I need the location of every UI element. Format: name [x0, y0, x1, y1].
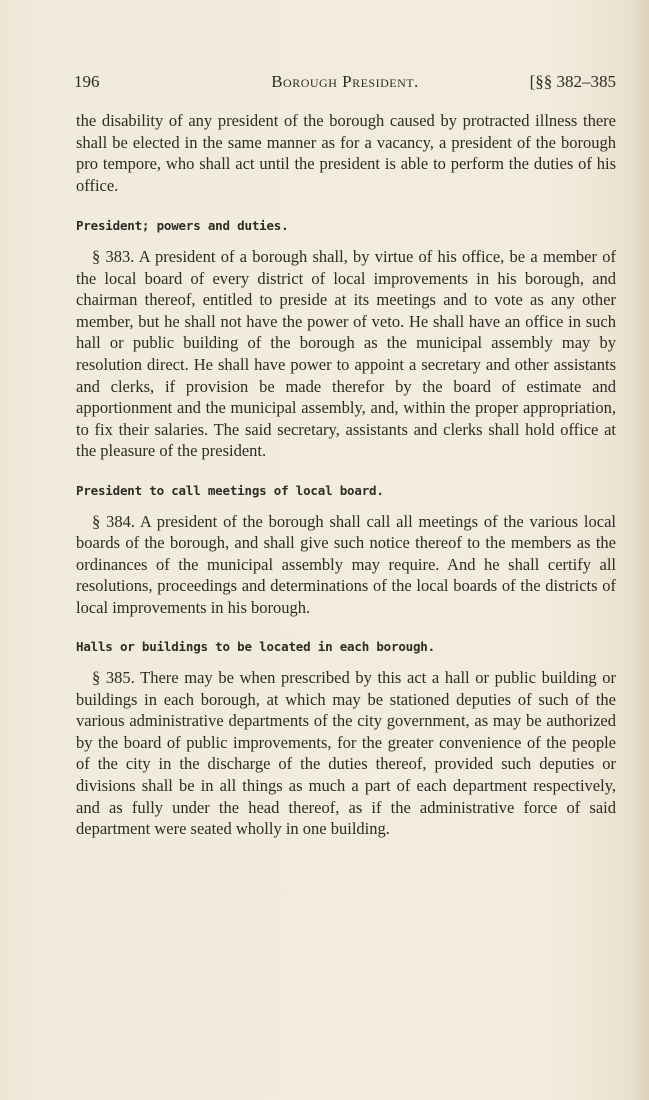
section-385-heading: Halls or buildings to be located in each borough. — [76, 639, 435, 655]
continuation-paragraph: the disability of any president of the borough caused by protracted illness there shall be elected in the same manner as for a vacancy, a president of the borough pro tempore, who shall act until the president is able to perform the duties of his office. — [76, 111, 616, 195]
section-range: [§§ 382–385 — [529, 72, 616, 91]
running-title: Borough President. — [271, 72, 419, 91]
section-385-text: § 385. There may be when prescribed by this act a hall or public building or buildings in each borough, at which may be stationed deputies of such of the various administrative departments of the city government, as may be authorized by the board of public improvements, for the greater convenience of the people of the city in the discharge of the duties thereof, provided such deputies or divisions shall be in all things as much a part of each department respectively, and as fully under the head thereof, as if the administrative force of said department were seated wholly in one building. — [76, 668, 616, 839]
section-383-heading: President; powers and duties. — [76, 218, 289, 234]
page-number: 196 — [74, 72, 100, 91]
page-body — [76, 110, 616, 840]
section-384-text: § 384. A president of the borough shall call all meetings of the various local boards of the borough, and shall give such notice thereof to the members as the ordinances of the municipal assembly may require. And he shall certify all resolutions, proceedings and determinations of the local boards of the districts of local improvements in his borough. — [76, 511, 616, 617]
section-384-heading: President to call meetings of local board. — [76, 482, 384, 498]
section-383-text: § 383. A president of a borough shall, by virtue of his office, be a member of the local board of every district of local improvements in his borough, and chairman thereof, entitled to preside at its meetings and to vote as any other member, but he shall not have the power of veto. He shall have an office in such hall or public building of the borough as the municipal assembly may by resolution direct. He shall have power to appoint a secretary and other assistants and clerks, if provision be made therefor by the board of estimate and apportionment and the municipal assembly, and, within the proper appropriation, to fix their salaries. The said secretary, assistants and clerks shall hold office at the pleasure of the president. — [76, 246, 616, 461]
running-header — [74, 72, 616, 98]
